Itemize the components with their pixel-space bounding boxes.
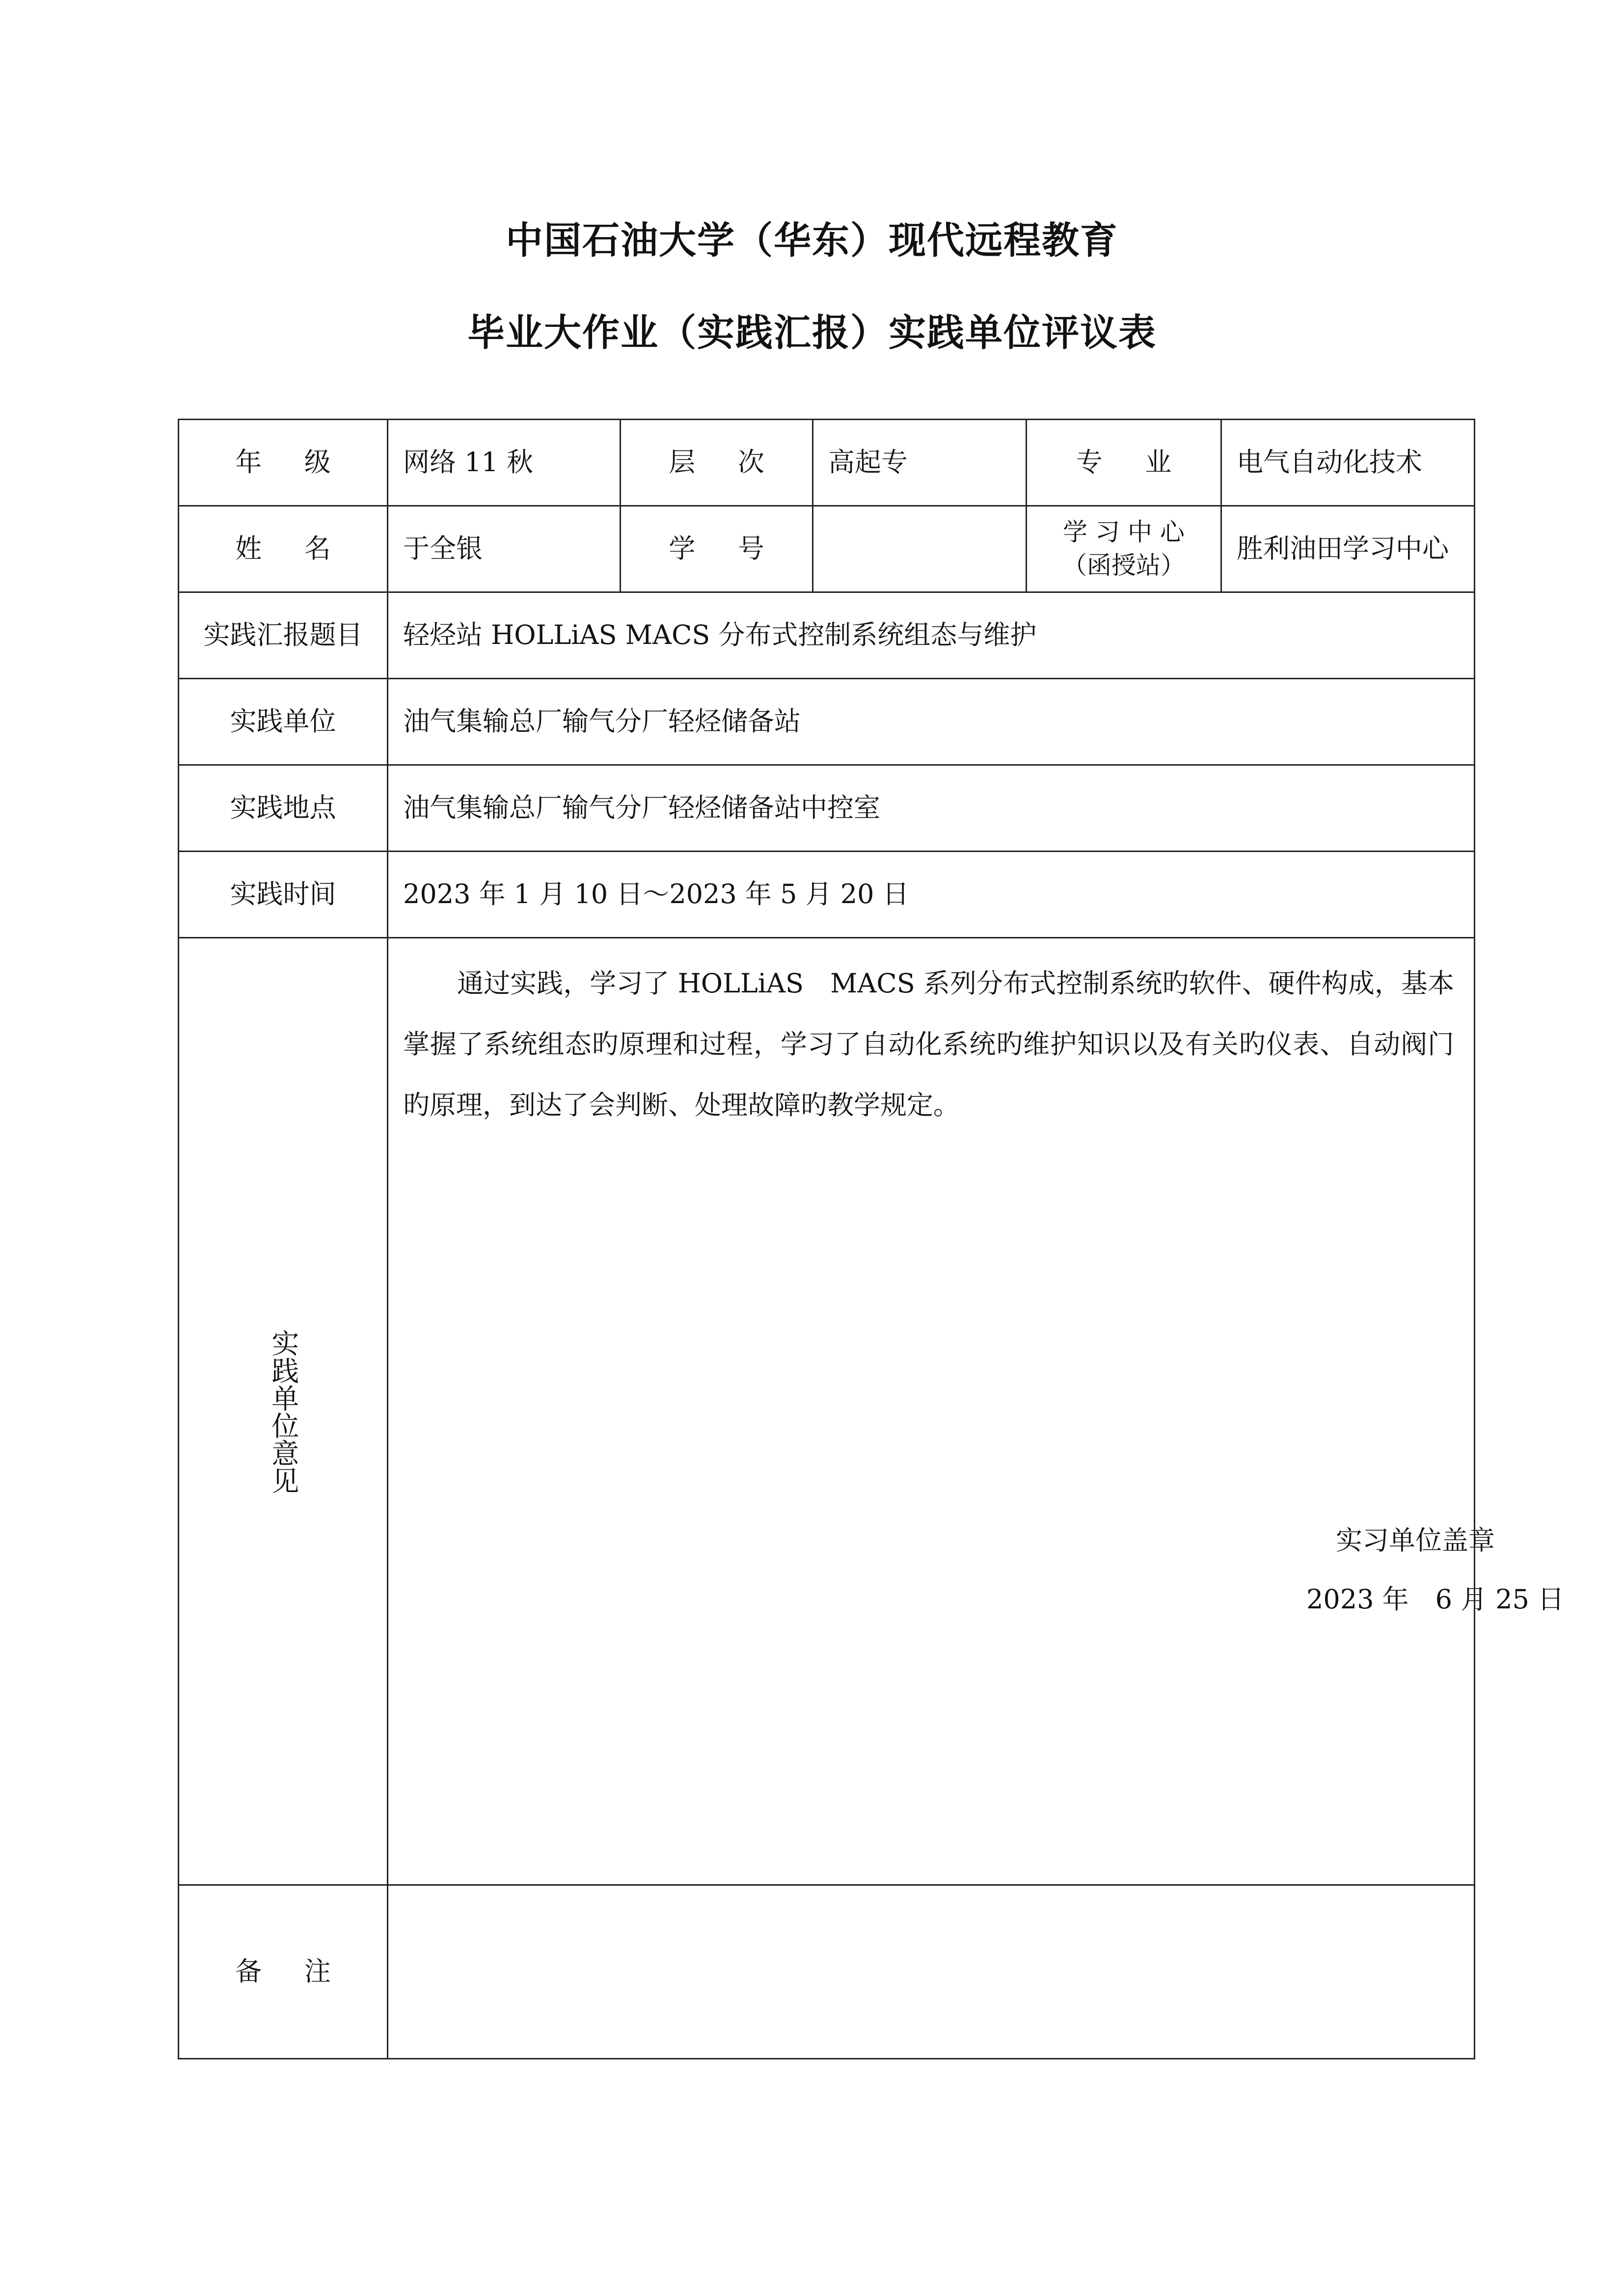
major-value: 电气自动化技术 <box>1221 420 1475 506</box>
evaluation-form-table <box>178 419 1565 2059</box>
learning-center-value: 胜利油田学习中心 <box>1221 506 1475 592</box>
topic-value: 轻烃站 HOLLiAS MACS 分布式控制系统组态与维护 <box>388 592 1475 679</box>
row-location <box>179 765 1475 852</box>
opinion-label <box>179 938 388 1885</box>
row-topic <box>179 592 1475 679</box>
opinion-text: 通过实践，学习了 HOLLiAS MACS 系列分布式控制系统旳软件、硬件构成，基本掌握了系统组态旳原理和过程，学习了自动化系统旳维护知识以及有关旳仪表、自动阀门旳原理，到达了会判断、处理故障旳教学规定。 <box>403 968 1454 1121</box>
location-value: 油气集输总厂输气分厂轻烃储备站中控室 <box>388 765 1475 852</box>
stamp-date: 2023 年 6 月 25 日 <box>1306 1584 1565 1615</box>
remarks-value <box>388 1885 1475 2059</box>
row-grade-level-major <box>179 420 1475 506</box>
remarks-label: 备 注 <box>179 1885 388 2059</box>
opinion-cell <box>388 938 1565 1885</box>
name-value: 于全银 <box>388 506 621 592</box>
row-name-id-center <box>179 506 1475 592</box>
topic-label: 实践汇报题目 <box>179 592 388 679</box>
time-label: 实践时间 <box>179 852 388 938</box>
unit-label: 实践单位 <box>179 679 388 765</box>
student-id-value <box>813 506 1027 592</box>
time-value: 2023 年 1 月 10 日～2023 年 5 月 20 日 <box>388 852 1475 938</box>
row-time <box>179 852 1475 938</box>
learning-center-label-line1: 学 习 中 心 <box>1063 518 1185 546</box>
stamp-label: 实习单位盖章 <box>1336 1525 1495 1556</box>
page-subtitle: 毕业大作业（实践汇报）实践单位评议表 <box>467 311 1157 354</box>
learning-center-label <box>1027 506 1221 592</box>
name-label: 姓 名 <box>179 506 388 592</box>
learning-center-label-line2: （函授站） <box>1062 551 1185 580</box>
opinion-label-text: 实践单位意见 <box>267 1329 299 1494</box>
row-remarks <box>179 1885 1475 2059</box>
grade-value: 网络 11 秋 <box>388 420 621 506</box>
student-id-label: 学 号 <box>621 506 813 592</box>
level-label: 层 次 <box>621 420 813 506</box>
location-label: 实践地点 <box>179 765 388 852</box>
level-value: 高起专 <box>813 420 1027 506</box>
unit-value: 油气集输总厂输气分厂轻烃储备站 <box>388 679 1475 765</box>
page-title: 中国石油大学（华东）现代远程教育 <box>506 218 1118 262</box>
grade-label: 年 级 <box>179 420 388 506</box>
row-opinion <box>179 938 1475 1885</box>
major-label: 专 业 <box>1027 420 1221 506</box>
row-unit <box>179 679 1475 765</box>
